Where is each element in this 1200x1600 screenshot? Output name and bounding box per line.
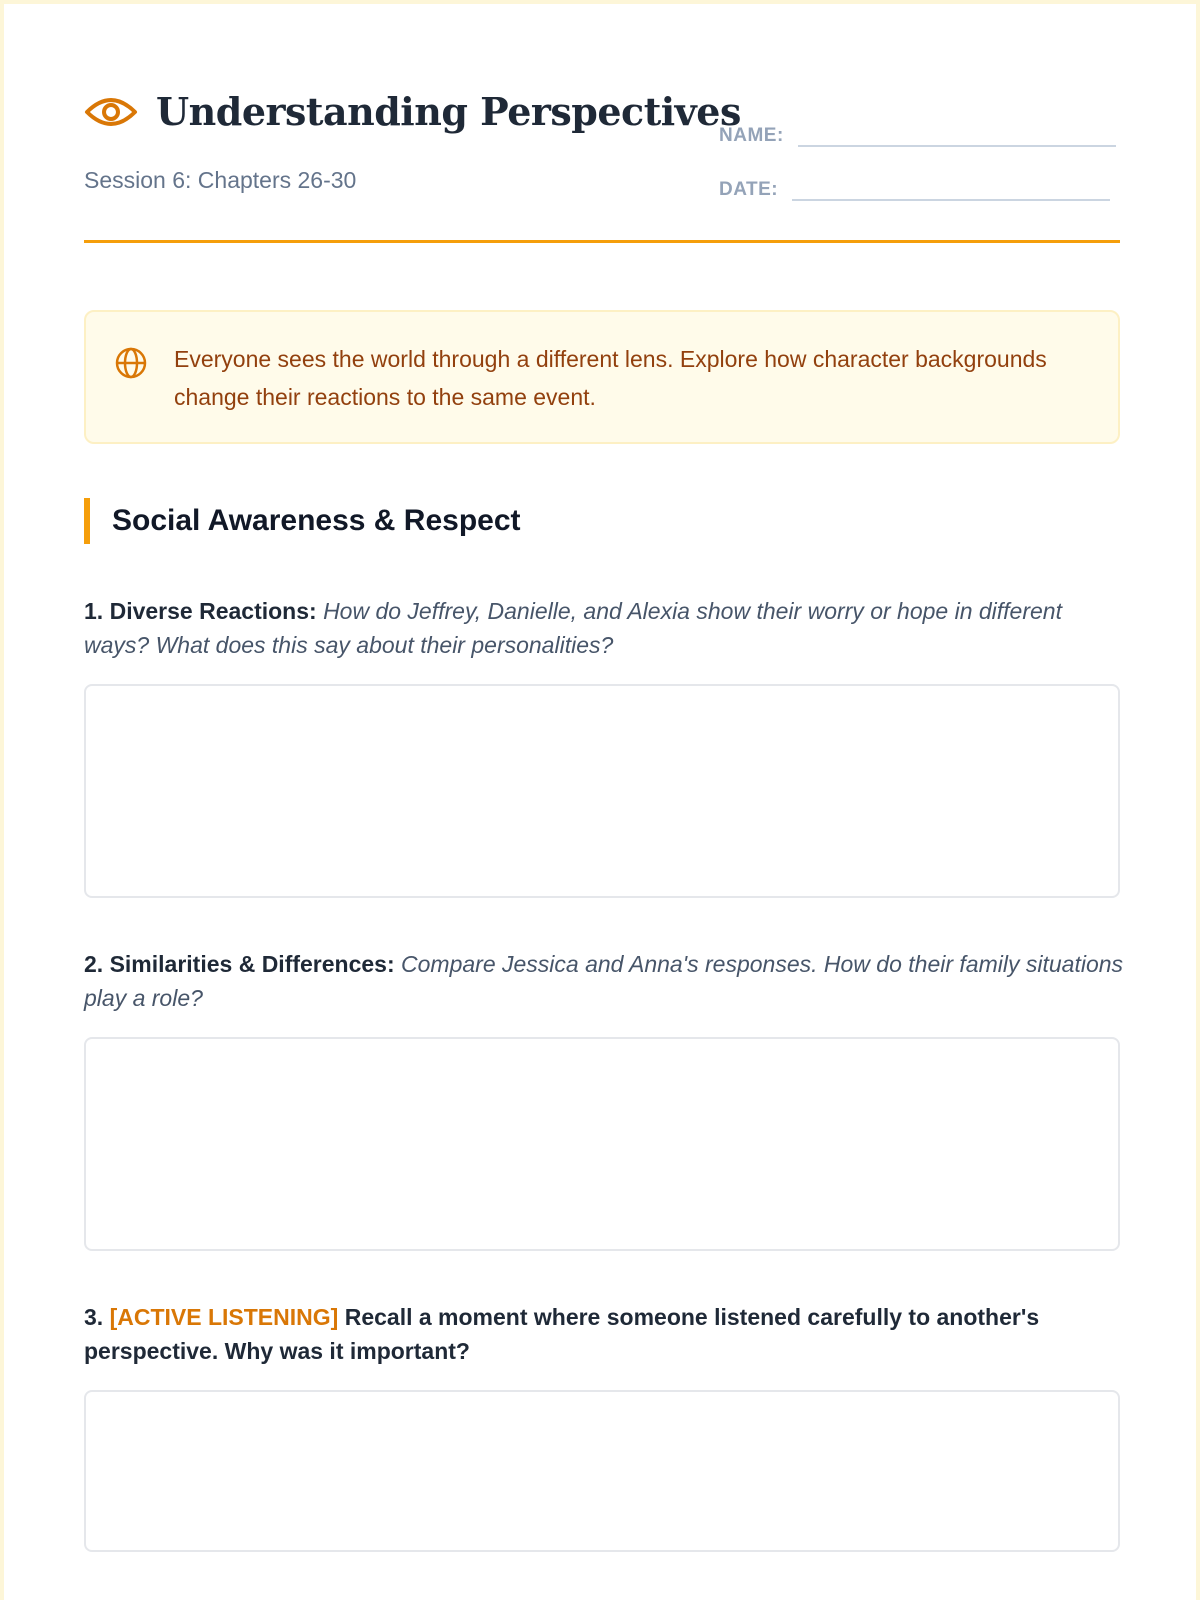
name-field: [719, 115, 1116, 147]
date-label: DATE:: [719, 179, 779, 200]
name-label: NAME:: [719, 125, 784, 146]
answer-box-3[interactable]: [84, 1390, 1120, 1552]
question-2: [84, 947, 1124, 1015]
question-3: [84, 1300, 1124, 1368]
question-1-label: Diverse Reactions:: [109, 598, 317, 624]
title-row: [84, 89, 741, 134]
question-1: [84, 594, 1124, 662]
question-3-text: Recall a moment where someone listened carefully to another's perspective. Why was it important?: [84, 1304, 1040, 1364]
name-input-line[interactable]: [798, 115, 1116, 147]
question-2-label: Similarities & Differences:: [109, 951, 395, 977]
globe-icon: [114, 346, 148, 380]
section-title: Social Awareness & Respect: [84, 498, 521, 544]
worksheet-header: [84, 89, 1120, 244]
header-divider: [84, 240, 1120, 243]
session-subtitle: Session 6: Chapters 26-30: [84, 167, 357, 193]
question-2-text: Compare Jessica and Anna's responses. How do their family situations play a role?: [84, 951, 1124, 1011]
date-input-line[interactable]: [792, 169, 1110, 201]
eye-icon: [84, 90, 138, 134]
answer-box-1[interactable]: [84, 684, 1120, 898]
question-2-number: 2.: [84, 951, 104, 977]
active-listening-tag: [ACTIVE LISTENING]: [109, 1304, 339, 1330]
intro-callout: [84, 310, 1120, 444]
question-1-number: 1.: [84, 598, 104, 624]
question-3-number: 3.: [84, 1304, 104, 1330]
question-1-text: How do Jeffrey, Danielle, and Alexia show their worry or hope in different ways? What does this say about their personalities?: [84, 598, 1062, 658]
page-title: Understanding Perspectives: [156, 89, 741, 134]
date-field: [719, 169, 1110, 201]
answer-box-2[interactable]: [84, 1037, 1120, 1251]
callout-text: Everyone sees the world through a different lens. Explore how character backgrounds change their reactions to the same event.: [174, 346, 1047, 410]
worksheet-page: [4, 4, 1196, 1600]
